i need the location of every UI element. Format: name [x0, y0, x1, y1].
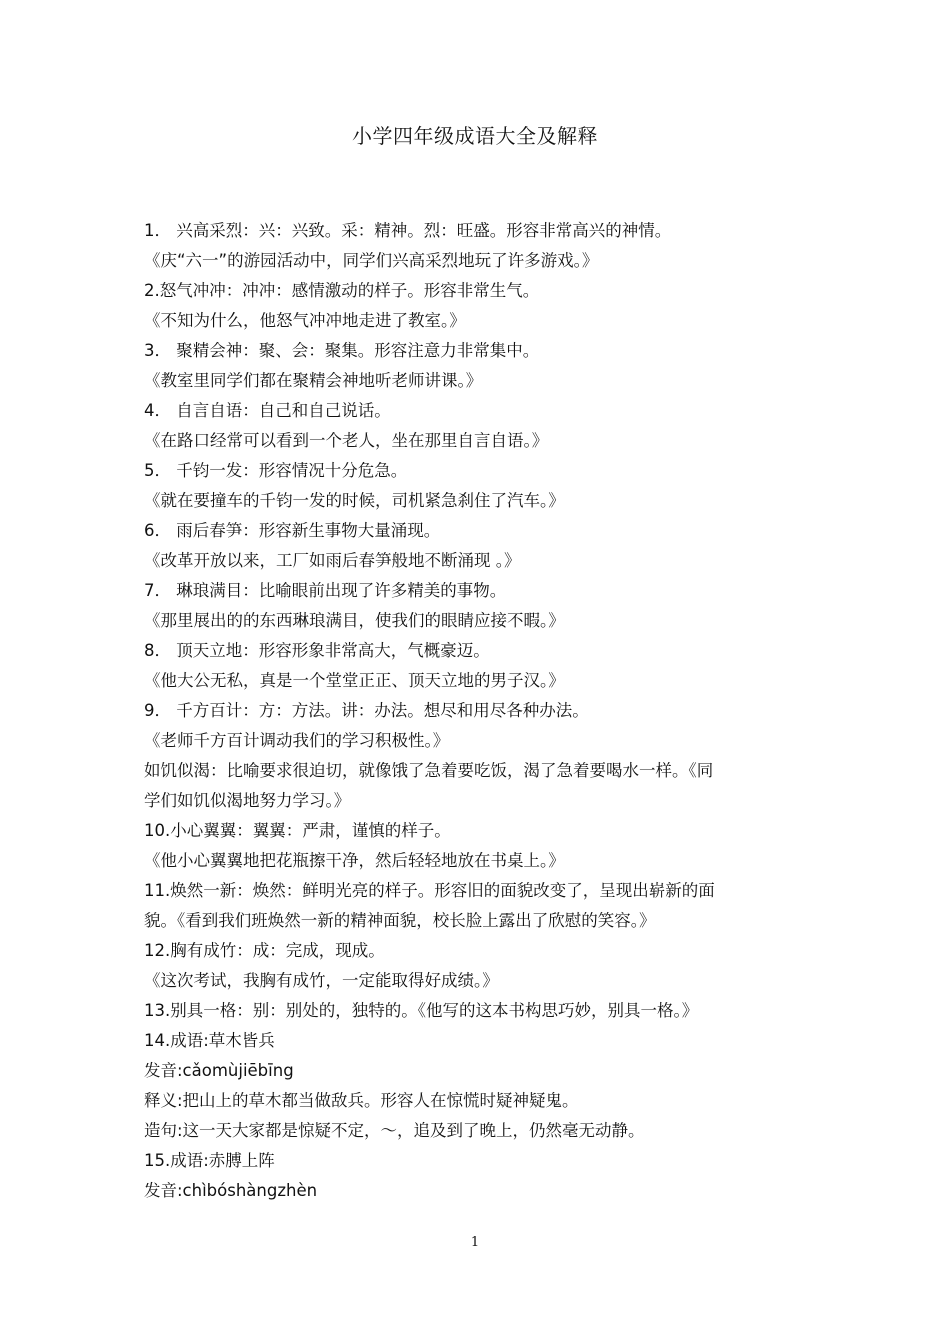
- text-line: 《庆“六一”的游园活动中，同学们兴高采烈地玩了许多游戏。》: [144, 251, 599, 270]
- text-line: 4． 自言自语：自己和自己说话。: [144, 401, 391, 420]
- text-line: 11.焕然一新：焕然：鲜明光亮的样子。形容旧的面貌改变了，呈现出崭新的面: [144, 881, 715, 900]
- text-line: 9． 千方百计：方：方法。讲：办法。想尽和用尽各种办法。: [144, 701, 589, 720]
- text-line: 造句:这一天大家都是惊疑不定，～，追及到了晚上，仍然毫无动静。: [144, 1121, 645, 1140]
- text-line: 《教室里同学们都在聚精会神地听老师讲课。》: [144, 371, 483, 390]
- text-line: 3． 聚精会神：聚、会：聚集。形容注意力非常集中。: [144, 341, 540, 360]
- text-line: 《改革开放以来，工厂如雨后春笋般地不断涌现 。》: [144, 551, 521, 570]
- text-line: 6． 雨后春笋：形容新生事物大量涌现。: [144, 521, 441, 540]
- text-line: 《这次考试，我胸有成竹，一定能取得好成绩。》: [144, 971, 499, 990]
- page-number: 1: [470, 1235, 480, 1250]
- text-line: 《老师千方百计调动我们的学习积极性。》: [144, 731, 450, 750]
- text-line: 《就在要撞车的千钧一发的时候，司机紧急刹住了汽车。》: [144, 491, 565, 510]
- text-line: 发音:chìbóshàngzhèn: [144, 1181, 318, 1200]
- text-line: 《他小心翼翼地把花瓶擦干净，然后轻轻地放在书桌上。》: [144, 851, 565, 870]
- text-line: 《不知为什么，他怒气冲冲地走进了教室。》: [144, 311, 466, 330]
- text-line: 13.别具一格：别：别处的，独特的。《他写的这本书构思巧妙，别具一格。》: [144, 1001, 699, 1020]
- text-line: 5． 千钧一发：形容情况十分危急。: [144, 461, 408, 480]
- text-line: 1． 兴高采烈：兴：兴致。采：精神。烈：旺盛。形容非常高兴的神情。: [144, 221, 672, 240]
- text-line: 释义:把山上的草木都当做敌兵。形容人在惊慌时疑神疑鬼。: [144, 1091, 579, 1110]
- text-line: 如饥似渴：比喻要求很迫切，就像饿了急着要吃饭，渴了急着要喝水一样。《同: [144, 761, 714, 780]
- text-line: 《他大公无私，真是一个堂堂正正、顶天立地的男子汉。》: [144, 671, 565, 690]
- text-line: 10.小心翼翼：翼翼：严肃，谨慎的样子。: [144, 821, 451, 840]
- text-line: 8． 顶天立地：形容形象非常高大，气概豪迈。: [144, 641, 490, 660]
- text-line: 貌。《看到我们班焕然一新的精神面貌，校长脸上露出了欣慰的笑容。》: [144, 911, 656, 930]
- text-line: 《那里展出的的东西琳琅满目，使我们的眼睛应接不暇。》: [144, 611, 565, 630]
- text-line: 发音:cǎomùjiēbīng: [144, 1061, 294, 1080]
- page-title: 小学四年级成语大全及解释: [352, 124, 598, 148]
- text-line: 15.成语:赤膊上阵: [144, 1151, 275, 1170]
- text-line: 2.怒气冲冲：冲冲：感情激动的样子。形容非常生气。: [144, 281, 540, 300]
- text-line: 12.胸有成竹：成：完成，现成。: [144, 941, 385, 960]
- text-line: 7． 琳琅满目：比喻眼前出现了许多精美的事物。: [144, 581, 507, 600]
- document-body: [144, 216, 810, 1206]
- text-line: 学们如饥似渴地努力学习。》: [144, 791, 351, 810]
- text-line: 14.成语:草木皆兵: [144, 1031, 275, 1050]
- text-line: 《在路口经常可以看到一个老人，坐在那里自言自语。》: [144, 431, 549, 450]
